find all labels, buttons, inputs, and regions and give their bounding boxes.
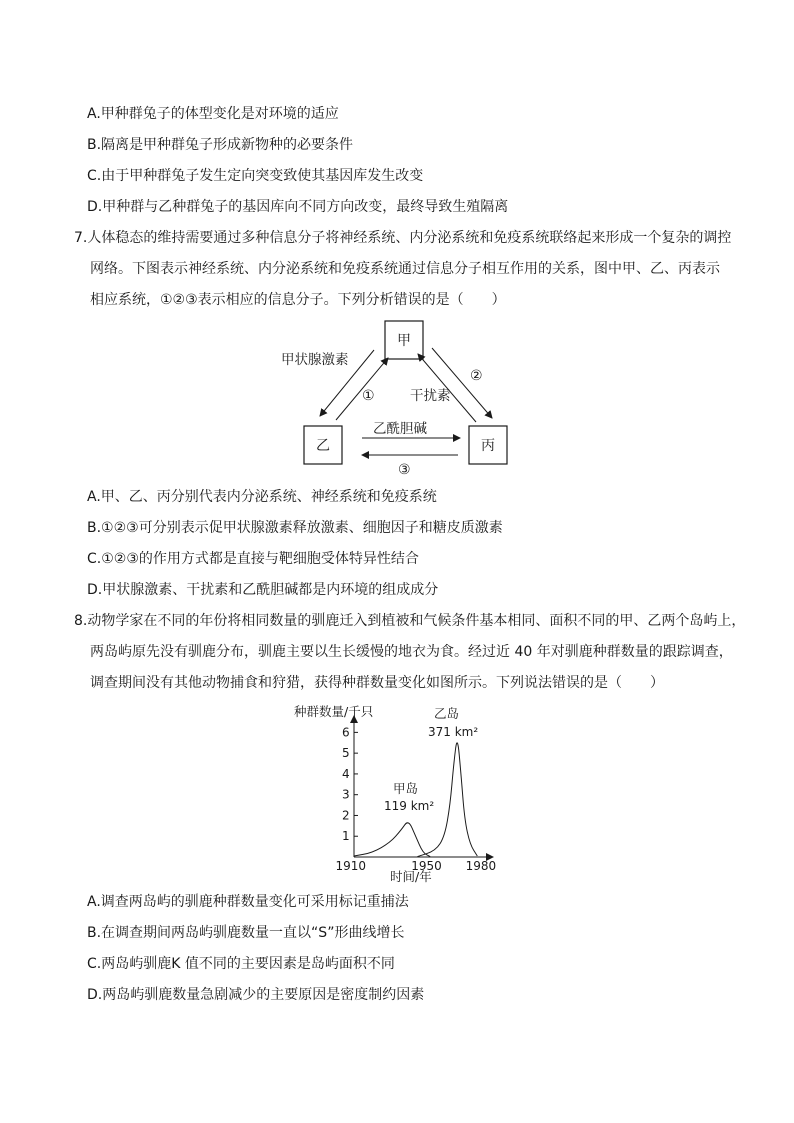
y-tick-label: 6 — [342, 725, 350, 740]
label-acetylcholine: 乙酰胆碱 — [373, 421, 427, 437]
q8-population-chart — [290, 702, 520, 887]
q6-option-c: C.由于甲种群兔子发生定向突变致使其基因库发生改变 — [87, 168, 424, 184]
q6-option-d: D.甲种群与乙种群兔子的基因库向不同方向改变，最终导致生殖隔离 — [87, 199, 509, 215]
x-tick-label: 1950 — [411, 859, 442, 873]
series-jia-line — [354, 823, 430, 857]
q7-option-d: D.甲状腺激素、干扰素和乙酰胆碱都是内环境的组成成分 — [87, 582, 439, 598]
y-axis-label: 种群数量/千只 — [294, 704, 374, 719]
q7-system-diagram — [270, 318, 530, 478]
label-num-3: ③ — [398, 462, 411, 478]
box-bing-label: 丙 — [481, 438, 495, 454]
y-tick-label: 4 — [342, 766, 350, 781]
y-tick-label: 3 — [342, 787, 350, 802]
x-tick-label: 1980 — [465, 859, 497, 873]
label-thyroid-hormone: 甲状腺激素 — [281, 352, 349, 368]
y-tick-label: 5 — [342, 746, 350, 761]
x-tick-label: 1910 — [335, 859, 366, 873]
label-num-1: ① — [362, 388, 375, 404]
q8-stem-line-2: 两岛屿原先没有驯鹿分布，驯鹿主要以生长缓慢的地衣为食。经过近 40 年对驯鹿种群数量的跟踪调查， — [90, 644, 733, 660]
q6-option-a: A.甲种群兔子的体型变化是对环境的适应 — [87, 106, 339, 122]
q7-option-a: A.甲、乙、丙分别代表内分泌系统、神经系统和免疫系统 — [87, 489, 437, 505]
arrow-jia-to-bing — [432, 348, 492, 418]
x-axis-label: 时间/年 — [390, 869, 432, 884]
q8-stem-line-1: 8.动物学家在不同的年份将相同数量的驯鹿迁入到植被和气候条件基本相同、面积不同的甲、乙两个岛屿上， — [74, 613, 746, 629]
box-jia-label: 甲 — [397, 333, 411, 349]
q8-stem-line-3: 调查期间没有其他动物捕食和狩猎，获得种群数量变化如图所示。下列说法错误的是（ ） — [90, 675, 664, 691]
q8-option-d: D.两岛屿驯鹿数量急剧减少的主要原因是密度制约因素 — [87, 987, 425, 1003]
q6-option-b: B.隔离是甲种群兔子形成新物种的必要条件 — [87, 137, 354, 153]
series-yi-area: 371 km² — [428, 725, 479, 739]
q8-option-b: B.在调查期间两岛屿驯鹿数量一直以“S”形曲线增长 — [87, 925, 405, 941]
y-tick-label: 1 — [342, 829, 350, 844]
y-tick-label: 2 — [342, 808, 350, 823]
series-jia-area: 119 km² — [384, 799, 435, 813]
q7-option-c: C.①②③的作用方式都是直接与靶细胞受体特异性结合 — [87, 551, 419, 567]
q7-option-b: B.①②③可分别表示促甲状腺激素释放激素、细胞因子和糖皮质激素 — [87, 520, 503, 536]
label-num-2: ② — [470, 368, 483, 384]
series-yi-name: 乙岛 — [434, 706, 460, 721]
q8-option-a: A.调查两岛屿的驯鹿种群数量变化可采用标记重捕法 — [87, 894, 409, 910]
series-jia-name: 甲岛 — [393, 781, 419, 796]
q7-stem-line-3: 相应系统，①②③表示相应的信息分子。下列分析错误的是（ ） — [90, 292, 506, 308]
label-interferon: 干扰素 — [410, 388, 451, 404]
q7-stem-line-1: 7.人体稳态的维持需要通过多种信息分子将神经系统、内分泌系统和免疫系统联络起来形成一个复杂的调控 — [74, 230, 732, 246]
q8-option-c: C.两岛屿驯鹿K 值不同的主要因素是岛屿面积不同 — [87, 956, 395, 972]
box-yi-label: 乙 — [316, 438, 330, 454]
q7-stem-line-2: 网络。下图表示神经系统、内分泌系统和免疫系统通过信息分子相互作用的关系，图中甲、乙、丙表示 — [90, 261, 720, 277]
